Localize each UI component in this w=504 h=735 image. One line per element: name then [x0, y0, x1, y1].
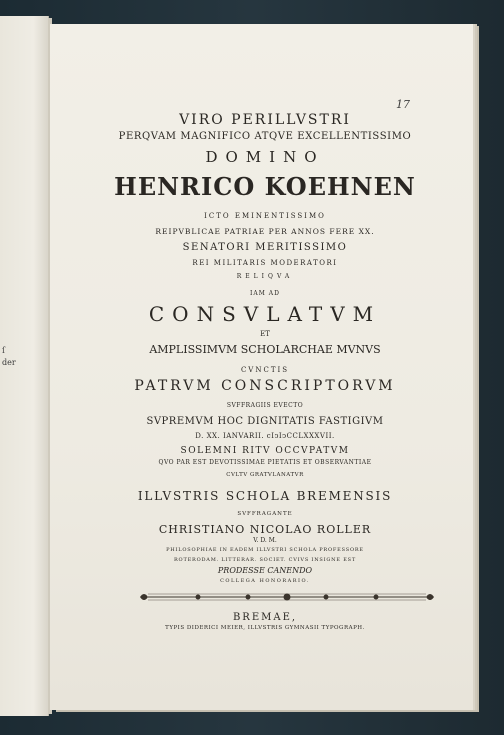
imprint-printer: TYPIS DIDERICI MEIER, ILLVSTRIS GYMNASII TYPOGRAPH. [165, 625, 365, 631]
cunctis-line: CVNCTIS [240, 366, 290, 374]
facing-page-fragment-2: der [2, 358, 16, 367]
society-motto: PRODESSE CANENDO [217, 566, 313, 575]
solemni-line: SOLEMNI RITV OCCVPATVM [180, 446, 350, 456]
collega-line: COLLEGA HONORARIO. [220, 578, 310, 584]
facing-page-fragment-1: ſ [2, 346, 5, 355]
supremum-line: SVPREMVM HOC DIGNITATIS FASTIGIVM [146, 416, 384, 427]
school-name: ILLVSTRIS SCHOLA BREMENSIS [137, 489, 393, 503]
dedication-heading: VIRO PERILLVSTRI [179, 112, 351, 128]
patrum-heading: PATRVM CONSCRIPTORVM [134, 378, 396, 394]
author-professorship: PHILOSOPHIAE IN EADEM ILLVSTRI SCHOLA PROFESSORE [166, 547, 364, 553]
cultu-line: CVLTV GRATVLANATVR [226, 472, 304, 478]
honoree-service: REIPVBLICAE PATRIAE PER ANNOS FERE XX. [155, 227, 375, 236]
folio-number: 17 [396, 98, 410, 111]
honoree-senator: SENATORI MERITISSIMO [182, 242, 348, 253]
consulatum-heading: CONSVLATVM [148, 302, 382, 326]
ornamental-rule [138, 590, 436, 604]
author-name: CHRISTIANO NICOLAO ROLLER [158, 523, 372, 536]
scholarch-line: AMPLISSIMVM SCHOLARCHAE MVNVS [149, 343, 381, 356]
honoree-name: HENRICO KOEHNEN [114, 172, 416, 201]
quo-par-line: QVO PAR EST DEVOTISSIMAE PIETATIS ET OBSERVANTIAE [158, 459, 372, 466]
author-title: V. D. M. [253, 537, 277, 544]
date-line: D. XX. IANVARII. cIↄIↄCCLXXXVII. [195, 432, 335, 440]
imprint-place: BREMAE, [232, 612, 298, 623]
suffragante-line: SVFFRAGANTE [237, 511, 293, 517]
honoree-office: ICTO EMINENTISSIMO [204, 212, 326, 220]
et-line: ET [260, 330, 270, 338]
iam-ad-line: IAM AD [250, 290, 280, 297]
honoree-military: REI MILITARIS MODERATORI [192, 259, 338, 267]
honoree-reliqua: RELIQVA [236, 273, 294, 280]
facing-page [0, 16, 49, 716]
author-society: ROTERODAM. LITTERAR. SOCIET. CVIVS INSIGNE EST [173, 557, 357, 563]
dedication-title: DOMINO [205, 148, 325, 166]
dedication-epithet: PERQVAM MAGNIFICO ATQVE EXCELLENTISSIMO [118, 131, 412, 142]
suffragiis-line: SVFFRAGIIS EVECTO [226, 402, 304, 409]
